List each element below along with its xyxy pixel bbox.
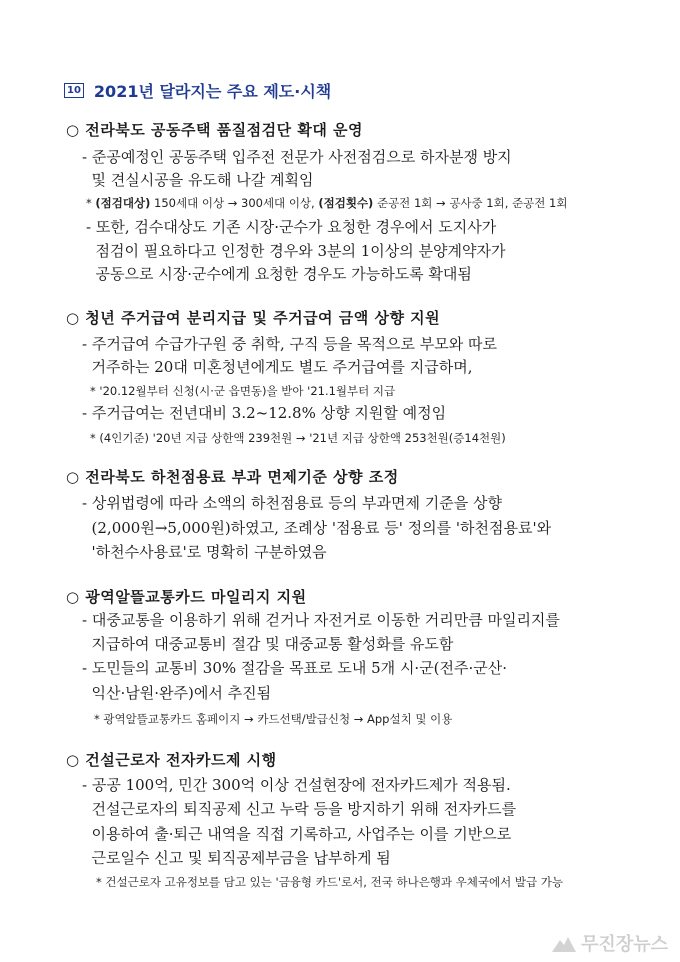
note-text-target: 150세대 이상 → 300세대 이상, <box>150 196 315 210</box>
section-5-line-3: 이용하여 출·퇴근 내역을 직접 기록하고, 사업주는 이를 기반으로 <box>82 825 512 843</box>
section-2-note-1: * '20.12월부터 신청(시·군 읍면동)을 받아 '21.1월부터 지급 <box>90 384 396 398</box>
note-label-count: (점검횟수) <box>318 196 374 210</box>
section-5-note: * 건설근로자 고유정보를 담고 있는 '금융형 카드'로서, 전국 하나은행과 우체국에서 발급 가능 <box>96 875 563 889</box>
section-1-line-3: - 또한, 검수대상도 기존 시장·군수가 요청한 경우에서 도지사가 <box>86 218 497 236</box>
section-1-line-2: 및 견실시공을 유도해 나갈 계획임 <box>82 171 314 189</box>
section-4-line-3: - 도민들의 교통비 30% 절감을 목표로 도내 5개 시·군(전주·군산· <box>82 659 508 677</box>
section-3-line-3: '하천수사용료'로 명확히 구분하였음 <box>82 543 327 561</box>
section-3-line-2: (2,000원→5,000원)하였고, 조례상 '점용료 등' 정의를 '하천점용료'와 <box>82 519 552 537</box>
section-2-line-3: - 주거급여는 전년대비 3.2~12.8% 상향 지원할 예정임 <box>82 404 447 422</box>
section-4-title: ○ 광역알뜰교통카드 마일리지 지원 <box>66 588 307 606</box>
section-2-title: ○ 청년 주거급여 분리지급 및 주거급여 금액 상향 지원 <box>66 309 441 327</box>
section-4-line-2: 지급하여 대중교통비 절감 및 대중교통 활성화를 유도함 <box>82 635 454 653</box>
watermark-text: 무진장뉴스 <box>581 934 668 955</box>
note-text-count: 준공전 1회 → 공사중 1회, 준공전 1회 <box>373 196 568 210</box>
section-5-line-2: 건설근로자의 퇴직공제 신고 누락 등을 방지하기 위해 전자카드를 <box>82 800 517 818</box>
section-5-title: ○ 건설근로자 전자카드제 시행 <box>66 751 277 769</box>
section-number-box: 10 <box>64 83 84 98</box>
section-1-line-5: 공동으로 시장·군수에게 요청한 경우도 가능하도록 확대됨 <box>86 265 472 283</box>
section-4-line-4: 익산·남원·완주)에서 추진됨 <box>82 684 272 702</box>
section-4-line-1: - 대중교통을 이용하기 위해 걷거나 자전거로 이동한 거리만큼 마일리지를 <box>82 611 560 629</box>
section-2-line-2: 거주하는 20대 미혼청년에게도 별도 주거급여를 지급하며, <box>82 358 473 376</box>
section-5-line-1: - 공공 100억, 민간 300억 이상 건설현장에 전자카드제가 적용됨. <box>82 776 511 794</box>
section-2-note-2: * (4인기준) '20년 지급 상한액 239천원 → '21년 지급 상한액 253천원(증14천원) <box>90 431 506 445</box>
section-3-line-1: - 상위법령에 따라 소액의 하천점용료 등의 부과면제 기준을 상향 <box>82 494 502 512</box>
section-5-line-4: 근로일수 신고 및 퇴직공제부금을 납부하게 됨 <box>82 849 391 867</box>
mountain-logo-icon <box>551 932 577 954</box>
page-heading <box>64 79 331 101</box>
section-4-note: * 광역알뜰교통카드 홈페이지 → 카드선택/발급신청 → App설치 및 이용 <box>94 712 453 726</box>
section-1-line-1: - 준공예정인 공동주택 입주전 전문가 사전점검으로 하자분쟁 방지 <box>82 148 512 166</box>
section-2-line-1: - 주거급여 수급가구원 중 취학, 구직 등을 목적으로 부모와 따로 <box>82 335 498 353</box>
page-title: 2021년 달라지는 주요 제도·시책 <box>93 81 332 101</box>
section-1-title: ○ 전라북도 공동주택 품질점검단 확대 운영 <box>66 121 364 139</box>
section-1-note: * (점검대상) 150세대 이상 → 300세대 이상, (점검횟수) 준공전 1회 → 공사중 1회, 준공전 1회 <box>86 196 568 210</box>
section-3-title: ○ 전라북도 하천점용료 부과 면제기준 상향 조정 <box>66 468 399 486</box>
note-label-target: (점검대상) <box>95 196 151 210</box>
section-1-line-4: 점검이 필요하다고 인정한 경우와 3분의 1이상의 분양계약자가 <box>86 242 506 260</box>
watermark <box>551 930 668 956</box>
